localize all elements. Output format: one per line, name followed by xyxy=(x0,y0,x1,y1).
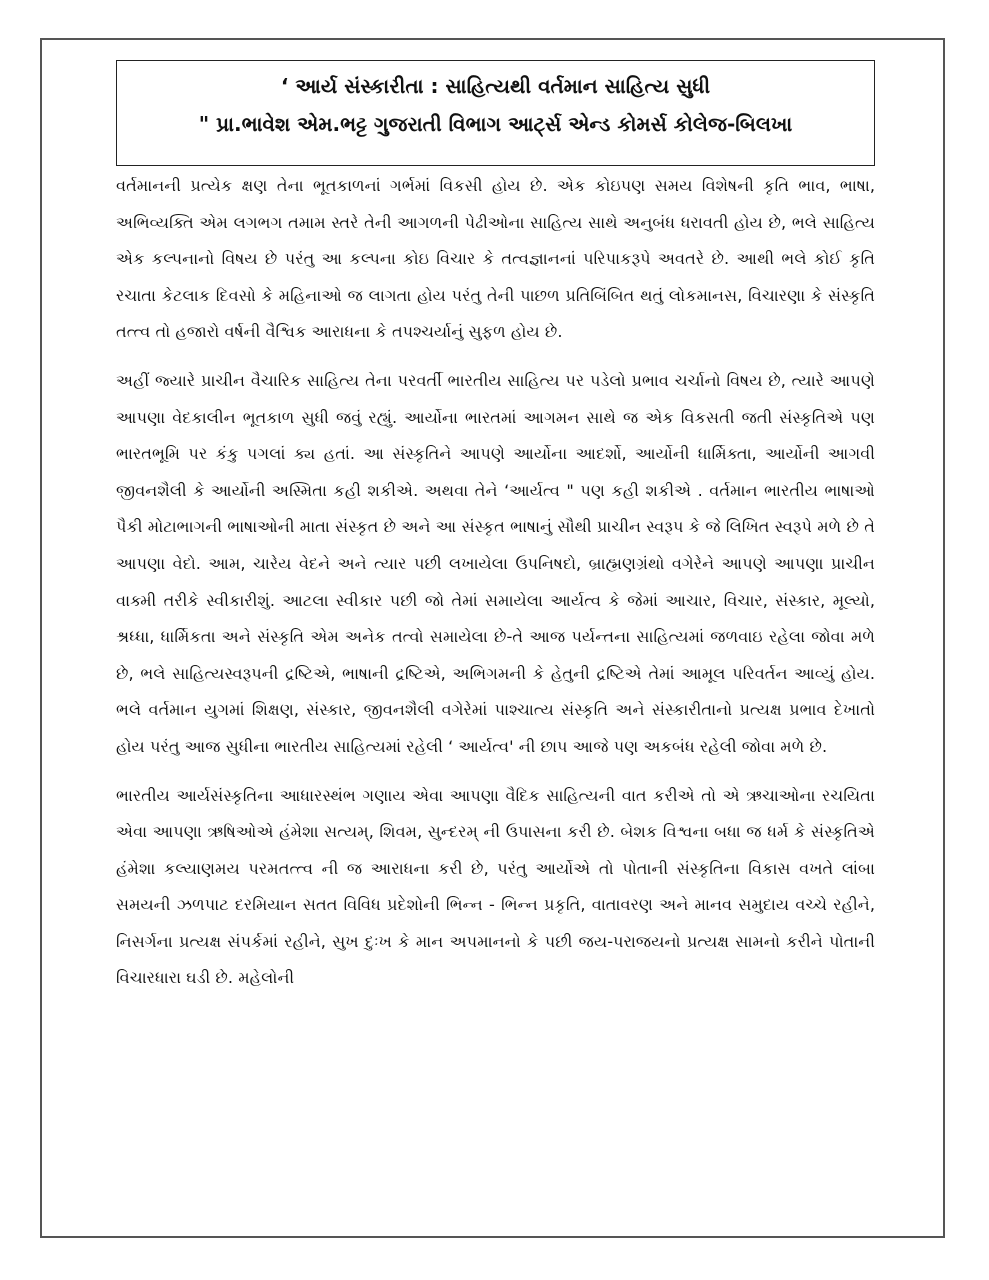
paragraph-1: વર્તમાનની પ્રત્યેક ક્ષણ તેના ભૂતકાળનાં ગર્ભમાં વિકસી હોય છે. એક કોઇપણ સમય વિશેષની કૃતિ ભાવ, ભાષા, અભિવ્યક્તિ એમ લગભગ તમામ સ્તરે તેની આગળની પેઢીઓના સાહિત્ય સાથે અનુબંધ ધરાવતી હોય છે, ભલે સાહિત્ય એક કલ્પનાનો વિષય છે પરંતુ આ કલ્પના કોઇ વિચાર કે તત્વજ્ઞાનનાં પરિપાકરૂપે અવતરે છે. આથી ભલે કોઈ કૃતિ રચાતા કેટલાક દિવસો કે મહિનાઓ જ લાગતા હોય પરંતુ તેની પાછળ પ્રતિબિંબિત થતું લોકમાનસ, વિચારણા કે સંસ્કૃતિ તત્ત્વ તો હજારો વર્ષની વૈશ્વિક આરાધના કે તપશ્ચર્યાનું સુફળ હોય છે. xyxy=(116,176,875,342)
article-body xyxy=(116,168,875,1009)
paragraph-3: ભારતીય આર્યસંસ્કૃતિના આધારસ્થંભ ગણાય એવા આપણા વૈદિક સાહિત્યની વાત કરીએ તો એ ઋચાઓના રચયિતા એવા આપણા ઋષિઓએ હંમેશા સત્યમ્, શિવમ, સુન્દરમ્ ની ઉપાસના કરી છે. બેશક વિશ્વના બધા જ ધર્મ કે સંસ્કૃતિએ હંમેશા કલ્યાણમય પરમતત્ત્વ ની જ આરાધના કરી છે, પરંતુ આર્યોએ તો પોતાની સંસ્કૃતિના વિકાસ વખતે લાંબા સમયની ઝળપાટ દરમિયાન સતત વિવિધ પ્રદેશોની ભિન્ન - ભિન્ન પ્રકૃતિ, વાતાવરણ અને માનવ સમુદાય વચ્ચે રહીને, નિસર્ગના પ્રત્યક્ષ સંપર્કમાં રહીને, સુખ દુઃખ કે માન અપમાનનો કે પછી જય-પરાજયનો પ્રત્યક્ષ સામનો કરીને પોતાની વિચારધારા ઘડી છે. મહેલોની xyxy=(116,785,875,988)
title-box xyxy=(116,60,875,166)
author-affiliation: " પ્રા.ભાવેશ એમ.ભટ્ટ ગુજરાતી વિભાગ આર્ટ્સ એન્ડ કોમર્સ કોલેજ-બિલખા xyxy=(198,112,793,136)
article-title: ‘ આર્ય સંસ્કારીતા : સાહિત્યથી વર્તમાન સાહિત્ય સુધી xyxy=(280,74,711,98)
paragraph-2: અહીં જ્યારે પ્રાચીન વૈચારિક સાહિત્ય તેના પરવર્તી ભારતીય સાહિત્ય પર પડેલો પ્રભાવ ચર્ચાનો વિષય છે, ત્યારે આપણે આપણા વેદકાલીન ભૂતકાળ સુધી જવું રહ્યું. આર્યોના ભારતમાં આગમન સાથે જ એક વિકસતી જતી સંસ્કૃતિએ પણ ભારતભૂમિ પર કંકુ પગલાં ક્ય હતાં. આ સંસ્કૃતિને આપણે આર્યોના આદર્શો, આર્યોની ધાર્મિક્તા, આર્યોની આગવી જીવનશૈલી કે આર્યોની અસ્મિતા કહી શકીએ. અથવા તેને ‘આર્યત્વ " પણ કહી શકીએ . વર્તમાન ભારતીય ભાષાઓ પૈકી મોટાભાગની ભાષાઓની માતા સંસ્કૃત છે અને આ સંસ્કૃત ભાષાનું સૌથી પ્રાચીન સ્વરૂપ કે જે લિખિત સ્વરૂપે મળે છે તે આપણા વેદો. આમ, ચારેય વેદને અને ત્યાર પછી લખાયેલા ઉપનિષદો, બ્રાહ્મણગ્રંથો વગેરેને આપણે આપણા પ્રાચીન વાક્મી તરીકે સ્વીકારીશું. આટલા સ્વીકાર પછી જો તેમાં સમાયેલા આર્યત્વ કે જેમાં આચાર, વિચાર, સંસ્કાર, મૂલ્યો, શ્રધ્ધા, ધાર્મિકતા અને સંસ્કૃતિ એમ અનેક તત્વો સમાયેલા છે-તે આજ પર્યન્તના સાહિત્યમાં જળવાઇ રહેલા જોવા મળે છે, ભલે સાહિત્યસ્વરૂપની દ્રષ્ટિએ, ભાષાની દ્રષ્ટિએ, અભિગમની કે હેતુની દ્રષ્ટિએ તેમાં આમૂલ પરિવર્તન આવ્યું હોય. ભલે વર્તમાન યુગમાં શિક્ષણ, સંસ્કાર, જીવનશૈલી વગેરેમાં પાશ્ચાત્ય સંસ્કૃતિ અને સંસ્કારીતાનો પ્રત્યક્ષ પ્રભાવ દેખાતો હોય પરંતુ આજ સુધીના ભારતીય સાહિત્યમાં રહેલી ‘ આર્યત્વ' ની છાપ આજે પણ અકબંધ રહેલી જોવા મળે છે. xyxy=(116,370,875,756)
